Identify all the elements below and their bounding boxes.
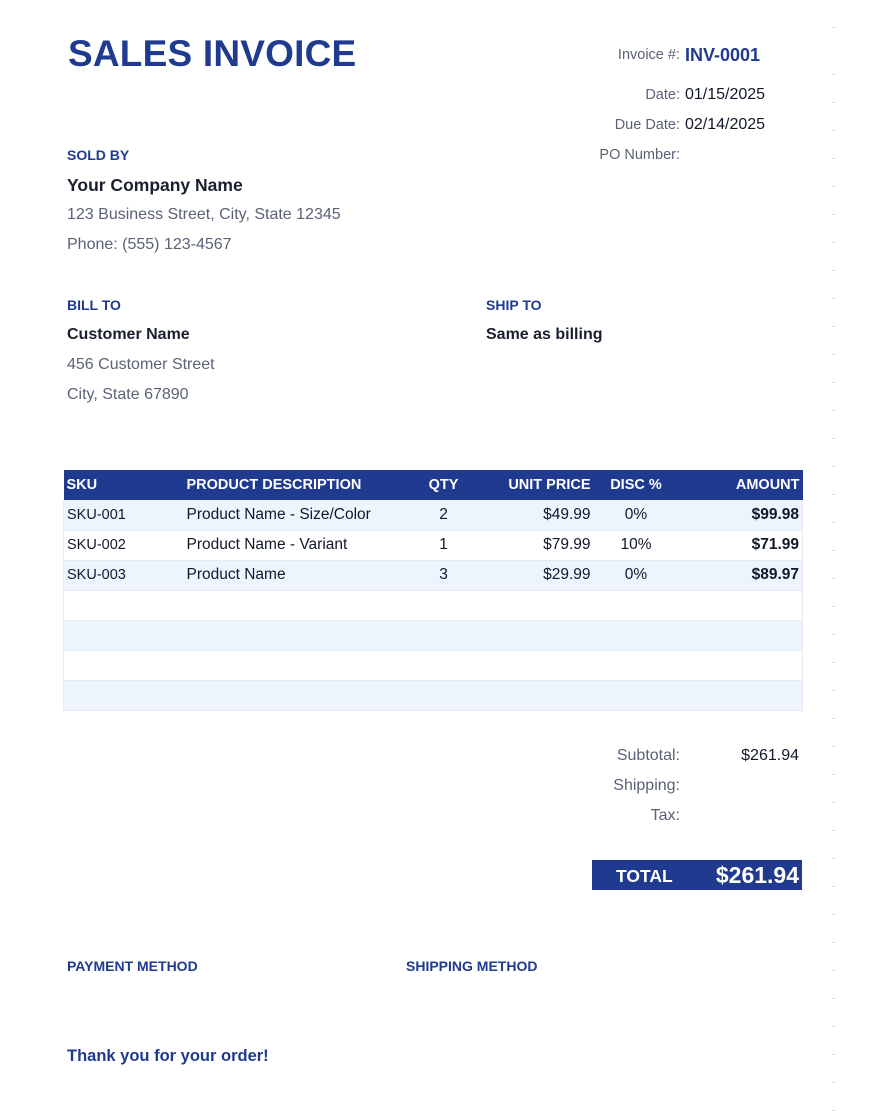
gutter-dot <box>832 494 835 495</box>
gutter-dot <box>832 550 835 551</box>
due-date-label: Due Date: <box>614 117 680 133</box>
sold-by-label: SOLD BY <box>67 147 130 163</box>
column-header-amount[interactable]: AMOUNT <box>679 470 803 500</box>
column-header-sku[interactable]: SKU <box>64 470 184 500</box>
po-number-value[interactable] <box>685 146 795 164</box>
tax-label: Tax: <box>650 807 680 824</box>
gutter-dot <box>832 298 835 299</box>
gutter-dot <box>832 410 835 411</box>
empty-table-row[interactable] <box>64 620 803 650</box>
invoice-number-label: Invoice #: <box>617 47 680 63</box>
cell-description[interactable]: Product Name - Variant <box>184 530 414 560</box>
gutter-dot <box>832 242 835 243</box>
gutter-dot <box>832 634 835 635</box>
gutter-dot <box>832 1082 835 1083</box>
cell-sku[interactable]: SKU-003 <box>64 560 184 590</box>
customer-street[interactable]: 456 Customer Street <box>67 356 215 373</box>
empty-table-row[interactable] <box>64 680 803 710</box>
gutter-dot <box>832 158 835 159</box>
ship-to-value[interactable]: Same as billing <box>486 326 603 343</box>
cell-unit-price[interactable]: $79.99 <box>474 530 594 560</box>
grand-total-value[interactable]: $261.94 <box>715 862 799 888</box>
customer-name[interactable]: Customer Name <box>67 326 190 343</box>
subtotal-value[interactable]: $261.94 <box>741 747 799 764</box>
due-date-value[interactable]: 02/14/2025 <box>685 116 766 133</box>
column-header-disc[interactable]: DISC % <box>594 470 679 500</box>
column-header-qty[interactable]: QTY <box>414 470 474 500</box>
date-label: Date: <box>645 87 680 103</box>
grand-total-box <box>592 860 802 890</box>
cell-qty[interactable]: 3 <box>414 560 474 590</box>
gutter-dot <box>832 690 835 691</box>
empty-table-row[interactable] <box>64 590 803 620</box>
ship-to-label: SHIP TO <box>486 297 542 313</box>
company-address[interactable]: 123 Business Street, City, State 12345 <box>67 206 341 223</box>
company-name[interactable]: Your Company Name <box>67 175 243 195</box>
gutter-dot <box>832 27 835 28</box>
gutter-dot <box>832 466 835 467</box>
gutter-dot <box>832 886 835 887</box>
gutter-dot <box>832 606 835 607</box>
shipping-method-label: SHIPPING METHOD <box>406 958 538 974</box>
subtotal-label: Subtotal: <box>616 747 680 764</box>
cell-amount[interactable]: $99.98 <box>679 500 803 530</box>
gutter-dot <box>832 1110 835 1111</box>
tax-value[interactable] <box>679 807 799 825</box>
cell-sku[interactable]: SKU-002 <box>64 530 184 560</box>
table-row <box>64 530 803 560</box>
gutter-dot <box>832 186 835 187</box>
gutter-dot <box>832 102 835 103</box>
company-phone[interactable]: Phone: (555) 123-4567 <box>67 236 232 253</box>
column-header-unit-price[interactable]: UNIT PRICE <box>474 470 594 500</box>
document-title: SALES INVOICE <box>68 33 357 74</box>
gutter-dot <box>832 326 835 327</box>
gutter-dot <box>832 270 835 271</box>
cell-amount[interactable]: $89.97 <box>679 560 803 590</box>
empty-table-row[interactable] <box>64 650 803 680</box>
cell-disc[interactable]: 10% <box>594 530 679 560</box>
gutter-dot <box>832 522 835 523</box>
gutter-dot <box>832 830 835 831</box>
bill-to-label: BILL TO <box>67 297 121 313</box>
cell-disc[interactable]: 0% <box>594 500 679 530</box>
cell-qty[interactable]: 1 <box>414 530 474 560</box>
table-header-row <box>64 470 803 500</box>
gutter-dot <box>832 802 835 803</box>
gutter-dot <box>832 998 835 999</box>
customer-city[interactable]: City, State 67890 <box>67 386 189 403</box>
gutter-dot <box>832 718 835 719</box>
gutter-dot <box>832 1054 835 1055</box>
grand-total-label: TOTAL <box>616 866 673 886</box>
gutter-dot <box>832 914 835 915</box>
gutter-dot <box>832 578 835 579</box>
shipping-label: Shipping: <box>613 777 680 794</box>
gutter-dot <box>832 130 835 131</box>
cell-qty[interactable]: 2 <box>414 500 474 530</box>
cell-disc[interactable]: 0% <box>594 560 679 590</box>
gutter-dot <box>832 662 835 663</box>
gutter-dot <box>832 746 835 747</box>
cell-amount[interactable]: $71.99 <box>679 530 803 560</box>
gutter-dot <box>832 74 835 75</box>
cell-description[interactable]: Product Name - Size/Color <box>184 500 414 530</box>
thank-you-note: Thank you for your order! <box>67 1047 269 1065</box>
column-header-description[interactable]: PRODUCT DESCRIPTION <box>184 470 414 500</box>
gutter-dot <box>832 354 835 355</box>
gutter-dot <box>832 382 835 383</box>
cell-unit-price[interactable]: $49.99 <box>474 500 594 530</box>
table-row <box>64 500 803 530</box>
gutter-dot <box>832 970 835 971</box>
table-row <box>64 560 803 590</box>
gutter-dot <box>832 942 835 943</box>
gutter-dot <box>832 1026 835 1027</box>
po-number-label: PO Number: <box>599 147 680 163</box>
shipping-value[interactable] <box>679 777 799 795</box>
gutter-dot <box>832 858 835 859</box>
invoice-number-value[interactable]: INV-0001 <box>685 45 761 65</box>
cell-description[interactable]: Product Name <box>184 560 414 590</box>
cell-sku[interactable]: SKU-001 <box>64 500 184 530</box>
gutter-dot <box>832 774 835 775</box>
cell-unit-price[interactable]: $29.99 <box>474 560 594 590</box>
line-items-table <box>63 470 803 711</box>
date-value[interactable]: 01/15/2025 <box>685 86 766 103</box>
payment-method-label: PAYMENT METHOD <box>67 958 198 974</box>
gutter-dot <box>832 214 835 215</box>
gutter-dot <box>832 438 835 439</box>
